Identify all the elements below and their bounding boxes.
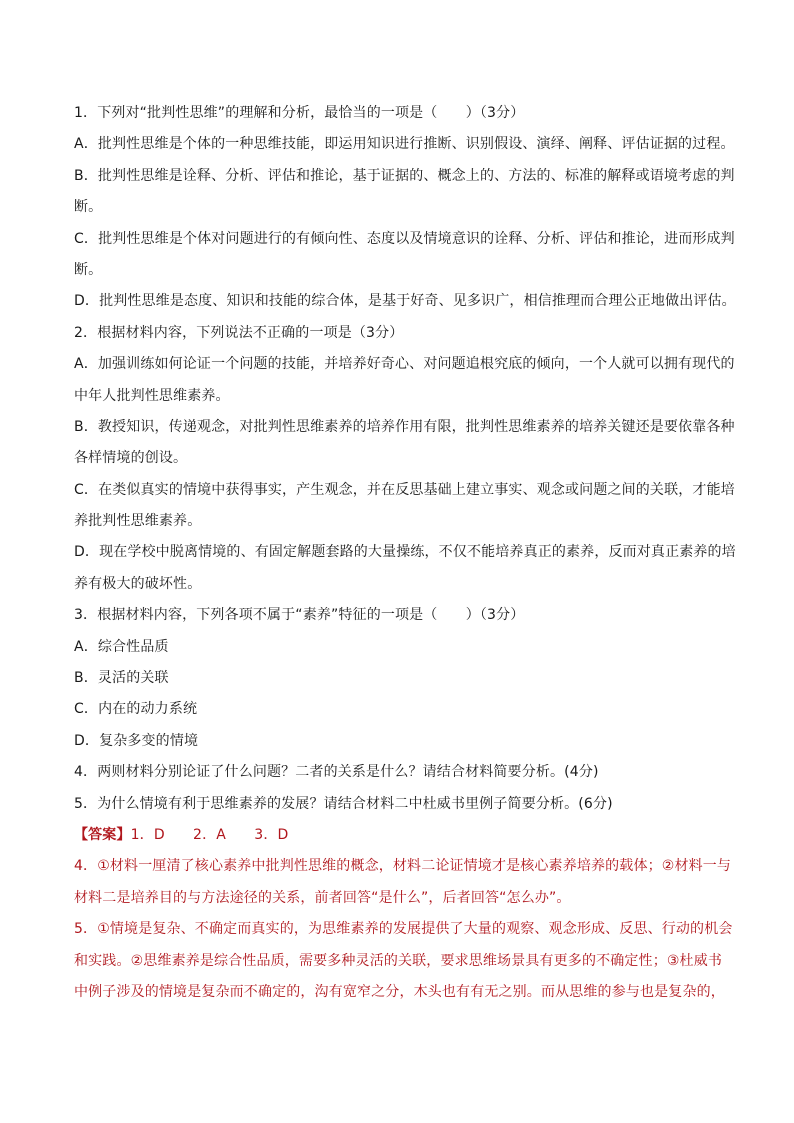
answer-explanation-line: 5．①情境是复杂、不确定而真实的，为思维素养的发展提供了大量的观察、观念形成、反思、行动的机会	[74, 921, 733, 938]
option-line: D．现在学校中脱离情境的、有固定解题套路的大量操练，不仅不能培养真正的素养，反而对真正素养的培	[74, 544, 736, 561]
option-line: 断。	[74, 199, 103, 216]
option-line: 中年人批判性思维素养。	[74, 387, 230, 404]
option-line: A．综合性品质	[74, 638, 169, 655]
question-block	[74, 98, 736, 820]
option-line: B．灵活的关联	[74, 670, 169, 687]
question-line: 1．下列对“批判性思维”的理解和分析，最恰当的一项是（ ）（3分）	[74, 105, 525, 121]
option-line: 养有极大的破坏性。	[74, 575, 202, 592]
option-line: 各样情境的创设。	[74, 450, 188, 467]
option-line: C．批判性思维是个体对问题进行的有倾向性、态度以及情境意识的诠释、分析、评估和推论，进而形成判	[74, 230, 735, 247]
option-line: 断。	[74, 261, 103, 278]
answer-explanation-line: 4．①材料一厘清了核心素养中批判性思维的概念，材料二论证情境才是核心素养培养的载体；②材料一与	[74, 858, 732, 875]
answer-tag: 【答案】	[74, 826, 131, 843]
option-line: A．批判性思维是个体的一种思维技能，即运用知识进行推断、识别假设、演绎、阐释、评估证据的过程。	[74, 136, 735, 153]
option-line: D．批判性思维是态度、知识和技能的综合体，是基于好奇、见多识广，相信推理而合理公正地做出评估。	[74, 293, 736, 310]
answer-block	[74, 851, 733, 1008]
answer-choices: 1．D 2．A 3．D	[130, 826, 289, 843]
answer-key-line	[74, 820, 724, 851]
option-line: 养批判性思维素养。	[74, 513, 202, 530]
option-line: C．内在的动力系统	[74, 701, 198, 718]
option-line: B．批判性思维是诠释、分析、评估和推论，基于证据的、概念上的、方法的、标准的解释或语境考虑的判	[74, 167, 735, 184]
question-line: 4．两则材料分别论证了什么问题？二者的关系是什么？请结合材料简要分析。(4分)	[74, 764, 599, 781]
option-line: B．教授知识，传递观念，对批判性思维素养的培养作用有限，批判性思维素养的培养关键还是要依靠各种	[74, 418, 735, 435]
question-line: 2．根据材料内容，下列说法不正确的一项是（3分）	[74, 324, 404, 341]
option-line: A．加强训练如何论证一个问题的技能，并培养好奇心、对问题追根究底的倾向，一个人就可以拥有现代的	[74, 356, 735, 373]
option-line: D．复杂多变的情境	[74, 732, 199, 749]
answer-explanation-line: 中例子涉及的情境是复杂而不确定的，沟有宽窄之分，木头也有有无之别。而从思维的参与也是复杂的，	[74, 983, 725, 1000]
answer-explanation-line: 和实践。②思维素养是综合性品质，需要多种灵活的关联，要求思维场景具有更多的不确定性；③杜威书	[74, 952, 722, 969]
answer-explanation-line: 材料二是培养目的与方法途径的关系，前者回答“是什么”，后者回答“怎么办”。	[74, 889, 571, 906]
document-body	[74, 98, 736, 1008]
question-line: 5．为什么情境有利于思维素养的发展？请结合材料二中杜威书里例子简要分析。(6分)	[74, 795, 613, 812]
question-line: 3．根据材料内容，下列各项不属于“素养”特征的一项是（ ）（3分）	[74, 607, 525, 624]
option-line: C．在类似真实的情境中获得事实，产生观念，并在反思基础上建立事实、观念或问题之间的关联，才能培	[74, 481, 735, 498]
